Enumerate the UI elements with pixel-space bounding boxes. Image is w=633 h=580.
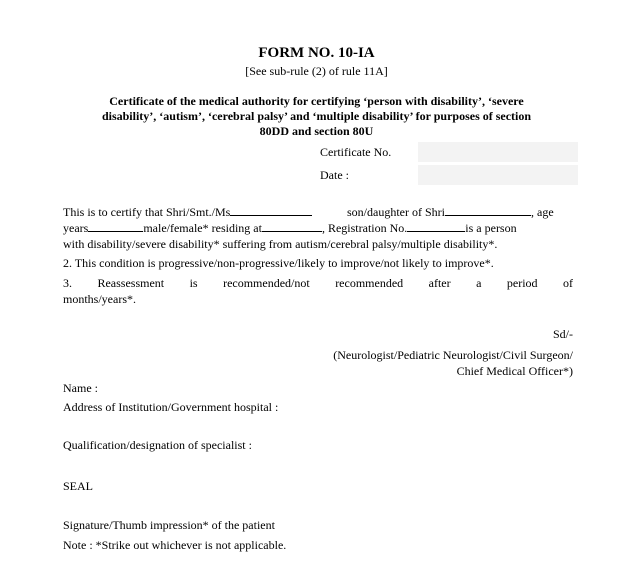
designation-line-1: (Neurologist/Pediatric Neurologist/Civil Surgeon/ [333, 348, 573, 362]
body-line-1 [63, 205, 312, 220]
form-title: FORM NO. 10-IA [258, 45, 375, 61]
line5-word: after [428, 276, 451, 290]
body-line-5 [63, 276, 573, 291]
date-label: Date : [320, 168, 349, 182]
line5-word: Reassessment [97, 276, 165, 290]
line5-word: period [506, 276, 538, 290]
name-label: Name : [63, 381, 98, 395]
patient-name-blank[interactable] [230, 205, 312, 216]
line2-part4: is a person [465, 221, 517, 235]
form-subrule: [See sub-rule (2) of rule 11A] [245, 64, 388, 78]
address-label: Address of Institution/Government hospital : [63, 400, 279, 414]
heading-line-3: 80DD and section 80U [259, 124, 374, 138]
line5-word: recommended [335, 276, 404, 290]
line5-word: of [563, 276, 573, 290]
seal-label: SEAL [63, 479, 93, 493]
line1-part3: , age [531, 205, 554, 219]
line1-part2: son/daughter of Shri [347, 205, 445, 219]
line2-part2: male/female* residing at [143, 221, 262, 235]
line5-word: recommended/not [223, 276, 310, 290]
certificate-no-field[interactable] [418, 142, 578, 162]
line5-word: is [189, 276, 198, 290]
certificate-no-label: Certificate No. [320, 145, 392, 159]
line1-part1: This is to certify that Shri/Smt./Ms [63, 205, 231, 219]
date-field[interactable] [418, 165, 578, 185]
residence-blank[interactable] [262, 221, 322, 232]
qualification-label: Qualification/designation of specialist : [63, 438, 252, 452]
body-line-1b [347, 205, 554, 220]
registration-blank[interactable] [407, 221, 465, 232]
heading-line-2: disability’, ‘autism’, ‘cerebral palsy’ and ‘multiple disability’ for purposes of section [101, 109, 532, 123]
body-line-6: months/years*. [63, 292, 136, 306]
certificate-heading [60, 94, 573, 139]
note-text: Note : *Strike out whichever is not applicable. [63, 538, 287, 552]
sd-mark: Sd/- [552, 327, 573, 341]
age-blank[interactable] [88, 221, 143, 232]
body-line-2 [63, 221, 517, 236]
signature-label: Signature/Thumb impression* of the patient [63, 518, 275, 532]
line5-word: 3. [63, 276, 72, 290]
line2-part1: years [63, 221, 89, 235]
heading-line-1: Certificate of the medical authority for certifying ‘person with disability’, ‘severe [109, 94, 524, 108]
parent-name-blank[interactable] [445, 205, 531, 216]
line5-word: a [476, 276, 482, 290]
body-line-4: 2. This condition is progressive/non-progressive/likely to improve/not likely to improve*. [63, 256, 494, 270]
body-line-3: with disability/severe disability* suffering from autism/cerebral palsy/multiple disability*. [63, 237, 498, 251]
line2-part3: , Registration No. [321, 221, 408, 235]
designation-line-2: Chief Medical Officer*) [456, 364, 573, 378]
